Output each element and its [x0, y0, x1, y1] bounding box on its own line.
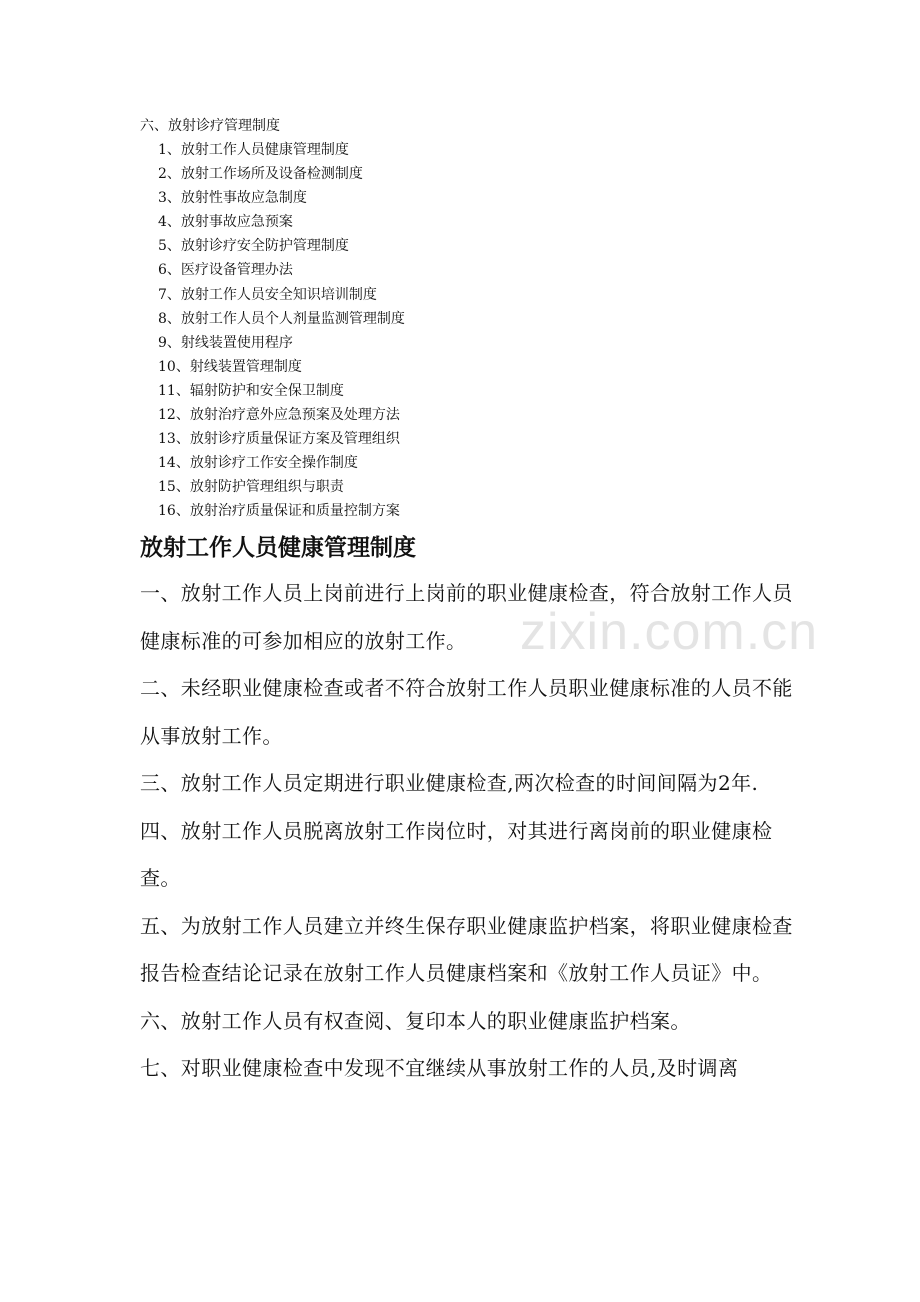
- toc-item: 7、放射工作人员安全知识培训制度: [158, 286, 377, 303]
- toc-item: 12、放射治疗意外应急预案及处理方法: [158, 407, 400, 424]
- toc-item: 3、放射性事故应急制度: [158, 190, 307, 207]
- toc-list: [140, 138, 840, 524]
- body-paragraph: 二、未经职业健康检查或者不符合放射工作人员职业健康标准的人员不能从事放射工作。: [140, 676, 793, 748]
- body-paragraph: 四、放射工作人员脱离放射工作岗位时，对其进行离岗前的职业健康检查。: [140, 818, 773, 890]
- toc-item: 2、放射工作场所及设备检测制度: [158, 166, 363, 183]
- toc-item: 8、放射工作人员个人剂量监测管理制度: [158, 310, 405, 327]
- toc-item: 11、辐射防护和安全保卫制度: [158, 382, 344, 399]
- toc-item: 9、射线装置使用程序: [158, 334, 293, 351]
- body-paragraph: 七、对职业健康检查中发现不宜继续从事放射工作的人员,及时调离: [140, 1056, 739, 1080]
- toc-item: 10、射线装置管理制度: [158, 358, 302, 375]
- section-title: 放射工作人员健康管理制度: [140, 535, 416, 561]
- toc-item: 16、放射治疗质量保证和质量控制方案: [158, 503, 400, 520]
- toc-item: 6、医疗设备管理办法: [158, 262, 293, 279]
- table-of-contents: [140, 114, 840, 524]
- toc-item: 14、放射诊疗工作安全操作制度: [158, 455, 358, 472]
- toc-heading: 六、放射诊疗管理制度: [140, 118, 280, 134]
- body-paragraph: 六、放射工作人员有权查阅、复印本人的职业健康监护档案。: [140, 1008, 691, 1033]
- section-body: [140, 570, 800, 1093]
- toc-item: 13、放射诊疗质量保证方案及管理组织: [158, 431, 400, 448]
- toc-item: 15、放射防护管理组织与职责: [158, 479, 344, 496]
- body-paragraph: 三、放射工作人员定期进行职业健康检查,两次检查的时间间隔为2年.: [140, 771, 759, 795]
- body-paragraph: 五、为放射工作人员建立并终生保存职业健康监护档案，将职业健康检查报告检查结论记录在放射工作人员健康档案和《放射工作人员证》中。: [140, 913, 793, 985]
- body-paragraph: 一、放射工作人员上岗前进行上岗前的职业健康检查，符合放射工作人员健康标准的可参加相应的放射工作。: [140, 581, 793, 653]
- toc-item: 1、放射工作人员健康管理制度: [158, 142, 349, 158]
- toc-item: 4、放射事故应急预案: [158, 214, 293, 231]
- watermark: zixin.com.cn: [520, 603, 819, 661]
- toc-item: 5、放射诊疗安全防护管理制度: [158, 238, 349, 255]
